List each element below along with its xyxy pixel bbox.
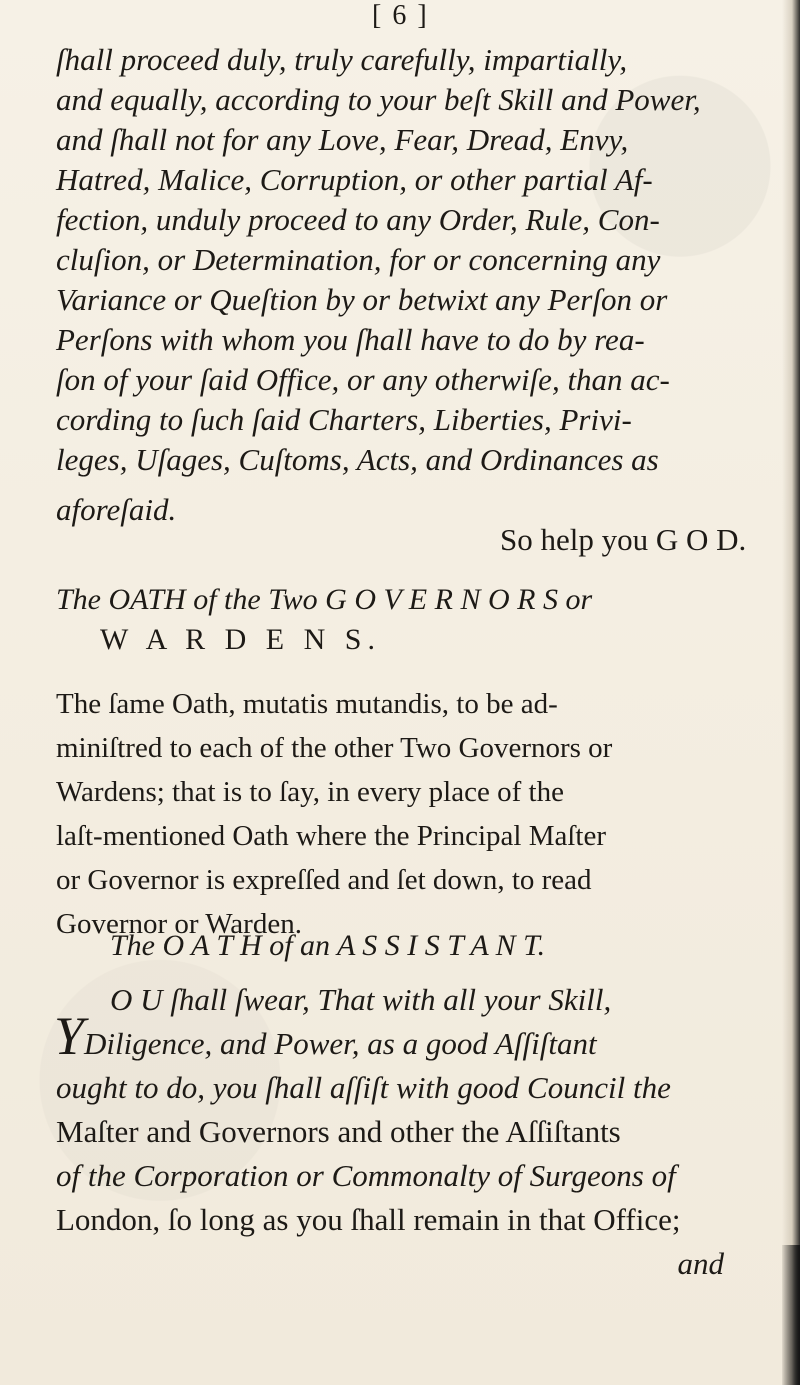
paragraph-3-line-7: and — [677, 1246, 724, 1281]
section-heading-wardens: W A R D E N S. — [100, 623, 381, 656]
paragraph-1-line-4: Hatred, Malice, Corruption, or other partial Af- — [56, 162, 653, 197]
page-edge-shadow — [782, 0, 800, 1385]
paragraph-1-line-12: aforeſaid. — [56, 492, 177, 527]
paragraph-3-line-4: Maſter and Governors and other the Aſſiſtants — [56, 1114, 621, 1149]
paragraph-1-line-1: ſhall proceed duly, truly carefully, impartially, — [56, 42, 628, 77]
paragraph-3-line-5: of the Corporation or Commonalty of Surgeons of — [56, 1158, 676, 1193]
paragraph-1-line-3: and ſhall not for any Love, Fear, Dread, Envy, — [56, 122, 629, 157]
paragraph-1-line-11: leges, Uſages, Cuſtoms, Acts, and Ordinances as — [56, 442, 659, 477]
paragraph-1-line-9: ſon of your ſaid Office, or any otherwiſe, than ac- — [56, 362, 670, 397]
drop-cap: Y — [54, 1006, 85, 1066]
paragraph-2-line-3: Wardens; that is to ſay, in every place of the — [56, 776, 564, 808]
page-number: [ 6 ] — [372, 0, 429, 31]
paragraph-2-line-4: laſt-mentioned Oath where the Principal Maſter — [56, 820, 607, 852]
paragraph-2-line-6: Governor or Warden. — [56, 908, 302, 940]
paragraph-1-line-7: Variance or Queſtion by or betwixt any Perſon or — [56, 282, 668, 317]
paragraph-3-line-2: Diligence, and Power, as a good Aſſiſtant — [84, 1026, 597, 1061]
paragraph-1-line-2: and equally, according to your beſt Skill and Power, — [56, 82, 701, 117]
paragraph-3-line-1: O U ſhall ſwear, That with all your Skill, — [110, 982, 612, 1017]
paragraph-3-line-6: London, ſo long as you ſhall remain in that Office; — [56, 1202, 681, 1237]
paragraph-3-line-3: ought to do, you ſhall aſſiſt with good Council the — [56, 1070, 671, 1105]
closing-line: So help you G O D. — [500, 522, 747, 557]
section-heading-assistant: The O A T H of an A S S I S T A N T. — [110, 929, 546, 962]
section-heading-governors: The OATH of the Two G O V E R N O R S or — [56, 583, 593, 616]
paragraph-1-line-6: cluſion, or Determination, for or concerning any — [56, 242, 661, 277]
paragraph-2-line-5: or Governor is expreſſed and ſet down, to read — [56, 864, 592, 896]
paragraph-2-line-1: The ſame Oath, mutatis mutandis, to be ad- — [56, 688, 558, 720]
paragraph-1-line-5: fection, unduly proceed to any Order, Rule, Con- — [56, 202, 660, 237]
paragraph-1-line-8: Perſons with whom you ſhall have to do by rea- — [56, 322, 645, 357]
paragraph-1-line-10: cording to ſuch ſaid Charters, Liberties, Privi- — [56, 402, 632, 437]
bottom-edge-shadow — [782, 1245, 800, 1385]
paragraph-2-line-2: miniſtred to each of the other Two Governors or — [56, 732, 613, 764]
